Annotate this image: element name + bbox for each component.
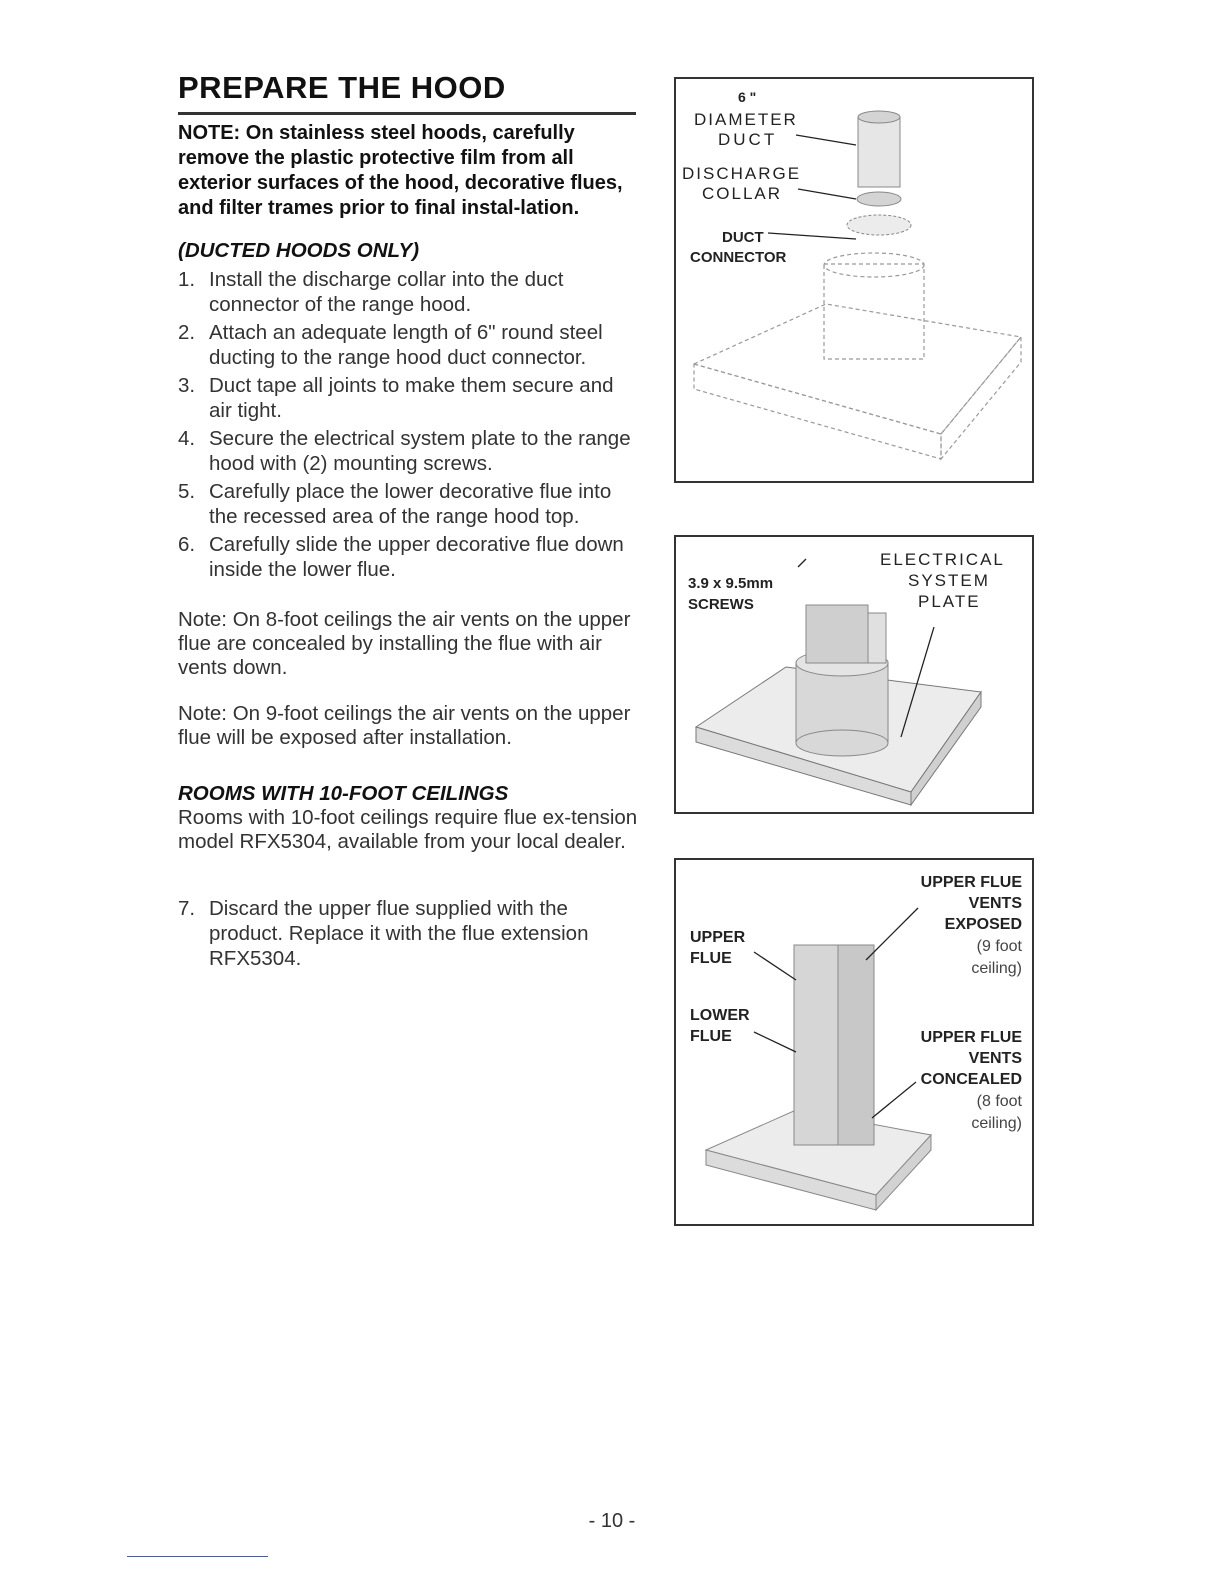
fig3-eight-foot-label: (8 foot [976,1093,1022,1110]
ducted-heading: (DUCTED HOODS ONLY) [178,239,420,262]
fig3-ceiling-label: ceiling) [971,1115,1022,1132]
step-item: 3. Duct tape all joints to make them secure and air tight. [178,374,614,422]
page-title: PREPARE THE HOOD [178,70,506,105]
step-item: 4. Secure the electrical system plate to the range hood with (2) mounting screws. [178,427,631,475]
page-number: - 10 - [588,1510,636,1532]
fig3-upper-label: UPPER [690,929,746,946]
footer-line [127,1556,268,1557]
step-item: 6. Carefully slide the upper decorative flue down inside the lower flue. [178,533,624,581]
left-column [178,70,638,974]
note-9ft: Note: On 9-foot ceilings the air vents on the upper flue will be exposed after installation. [178,702,631,749]
title-divider [178,112,636,115]
fig3-exposed-label: EXPOSED [944,916,1022,933]
fig1-duct-label: DUCT [718,130,778,149]
fig3-lower-label: LOWER [690,1007,750,1024]
fig3-upper-flue-vents-label: UPPER FLUE [920,1029,1022,1046]
figure-duct-assembly [674,77,1034,483]
figure-electrical-plate [674,535,1034,814]
fig2-screws-size-label: 3.9 x 9.5mm [688,575,774,592]
fig2-plate-label: PLATE [918,592,981,611]
steps-list [178,267,638,582]
rooms-text: Rooms with 10-foot ceilings require flue ex-tension model RFX5304, available from your local dealer. [178,806,638,853]
fig1-connector-label: CONNECTOR [690,249,787,266]
fig2-electrical-label: ELECTRICAL [880,550,1005,569]
fig3-upper-flue-vents-label: UPPER FLUE [920,874,1022,891]
step-item: 1. Install the discharge collar into the duct connector of the range hood. [178,268,564,316]
fig2-system-label: SYSTEM [908,571,990,590]
fig2-screws-label: SCREWS [688,596,754,613]
step-item: 5. Carefully place the lower decorative flue into the recessed area of the range hood top. [178,480,612,528]
fig1-diameter-label: DIAMETER [694,110,798,129]
step7-list [178,896,638,971]
stainless-note: NOTE: On stainless steel hoods, carefully remove the plastic protective film from all exterior surfaces of the hood, decorative flues, and filter trames prior to final instal-lation. [178,122,623,219]
fig3-flue-label: FLUE [690,1028,732,1045]
fig1-discharge-label: DISCHARGE [682,164,802,183]
fig1-duct2-label: DUCT [722,229,764,246]
note-8ft: Note: On 8-foot ceilings the air vents on the upper flue are concealed by installing the flue with air vents down. [178,608,631,679]
fig3-flue-label: FLUE [690,950,732,967]
fig3-nine-foot-label: (9 foot [976,938,1022,955]
fig3-ceiling-label: ceiling) [971,960,1022,977]
fig3-vents-label: VENTS [968,1050,1022,1067]
fig3-vents-label: VENTS [968,895,1022,912]
rooms-heading: ROOMS WITH 10-FOOT CEILINGS [178,782,509,805]
fig1-size-label: 6 " [738,89,757,105]
step-item: 2. Attach an adequate length of 6" round steel ducting to the range hood duct connector. [178,321,603,369]
step-item: 7. Discard the upper flue supplied with the product. Replace it with the flue extension RFX5304. [178,897,589,970]
figure-flue-assembly [674,858,1034,1226]
fig3-concealed-label: CONCEALED [920,1071,1022,1088]
fig1-collar-label: COLLAR [702,184,783,203]
